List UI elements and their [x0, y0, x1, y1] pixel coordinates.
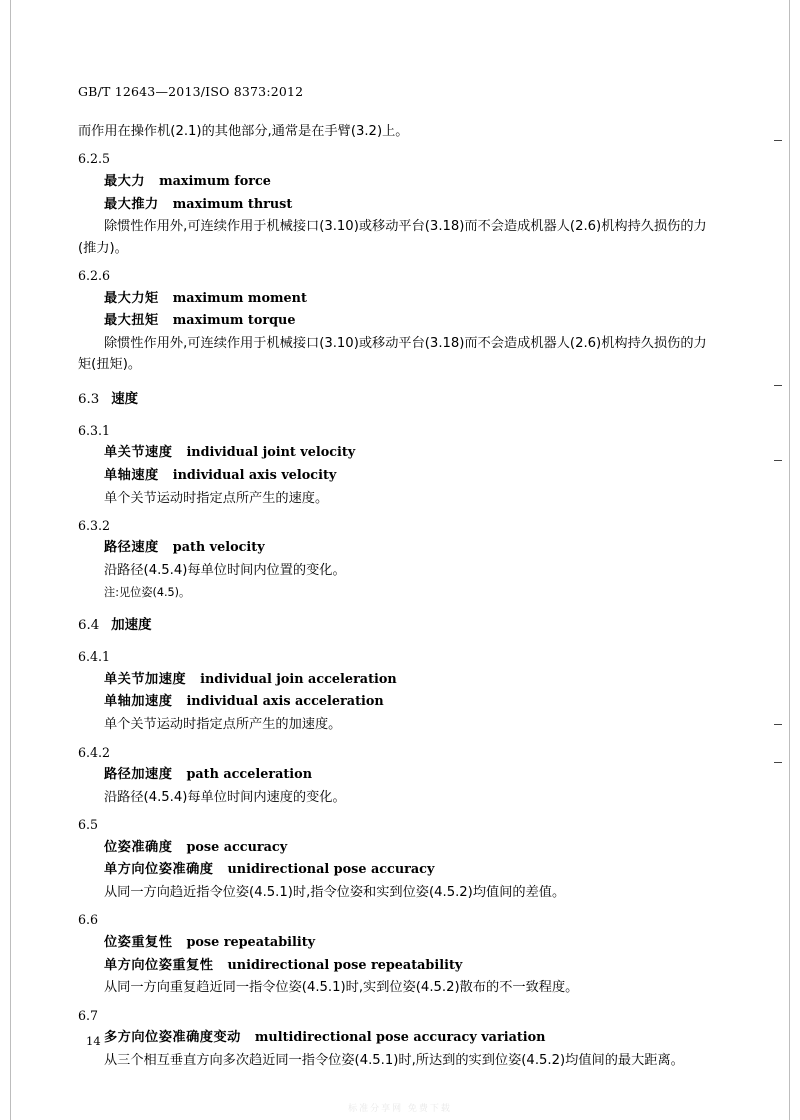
clause-number-6-4-2: 6.4.2 — [78, 744, 111, 760]
term-en: pose repeatability — [186, 934, 316, 950]
section-number: 6.3 — [78, 391, 100, 407]
term-zh: 路径加速度 — [104, 767, 173, 783]
term-entry — [78, 537, 718, 559]
crop-tick — [774, 385, 782, 386]
definition-text: 从同一方向趋近指令位姿(4.5.1)时,指令位姿和实到位姿(4.5.2)均值间的差值。 — [104, 885, 566, 901]
term-en-alt: maximum torque — [172, 313, 296, 329]
term-en-alt: maximum thrust — [172, 196, 293, 212]
document-header: GB/T 12643—2013/ISO 8373:2012 — [78, 84, 304, 99]
clause-number-6-2-6: 6.2.6 — [78, 268, 111, 284]
crop-tick — [774, 140, 782, 141]
page-edge-left — [10, 0, 11, 1120]
term-zh-alt: 最大推力 — [104, 196, 159, 212]
page-content — [78, 84, 718, 1072]
definition-text: 沿路径(4.5.4)每单位时间内位置的变化。 — [104, 563, 346, 579]
section-heading-speed — [78, 390, 718, 411]
clause-number-6-7: 6.7 — [78, 1007, 99, 1023]
section-title: 速度 — [111, 391, 139, 407]
section-heading-acceleration — [78, 616, 718, 637]
page-number: 14 — [86, 1034, 101, 1048]
clause-number-6-4-1: 6.4.1 — [78, 649, 111, 665]
term-zh-alt: 单轴速度 — [104, 467, 159, 483]
term-entry — [78, 171, 718, 193]
term-zh: 多方向位姿准确度变动 — [104, 1030, 241, 1046]
term-entry-alt — [78, 691, 718, 713]
term-zh-alt: 单方向位姿重复性 — [104, 957, 214, 973]
term-en-alt: individual axis acceleration — [186, 694, 384, 710]
crop-tick — [774, 460, 782, 461]
term-en: path acceleration — [186, 767, 313, 783]
term-entry — [78, 669, 718, 691]
term-entry — [78, 764, 718, 786]
definition-text: 除惯性作用外,可连续作用于机械接口(3.10)或移动平台(3.18)而不会造成机器人(2.6)机构持久损伤的力(推力)。 — [78, 219, 707, 256]
term-entry-alt — [78, 310, 718, 332]
term-entry-alt — [78, 194, 718, 216]
term-entry — [78, 288, 718, 310]
term-zh-alt: 最大扭矩 — [104, 313, 159, 329]
clause-number-6-6: 6.6 — [78, 912, 99, 928]
term-zh: 路径速度 — [104, 540, 159, 556]
term-en-alt: unidirectional pose repeatability — [227, 957, 463, 973]
definition-text: 沿路径(4.5.4)每单位时间内速度的变化。 — [104, 789, 346, 805]
term-en: maximum force — [159, 173, 271, 189]
clause-number-6-2-5: 6.2.5 — [78, 151, 111, 167]
term-en: individual joint velocity — [186, 445, 356, 461]
term-en: individual join acceleration — [200, 671, 397, 687]
term-en: pose accuracy — [186, 839, 288, 855]
term-zh: 单关节速度 — [104, 445, 173, 461]
term-en-alt: individual axis velocity — [172, 467, 337, 483]
definition-text: 单个关节运动时指定点所产生的加速度。 — [104, 717, 342, 733]
term-zh-alt: 单方向位姿准确度 — [104, 862, 214, 878]
term-en: maximum moment — [172, 290, 307, 306]
term-en: multidirectional pose accuracy variation — [254, 1030, 546, 1046]
definition-text: 单个关节运动时指定点所产生的速度。 — [104, 490, 329, 506]
term-zh-alt: 单轴加速度 — [104, 694, 173, 710]
definition-text: 除惯性作用外,可连续作用于机械接口(3.10)或移动平台(3.18)而不会造成机器人(2.6)机构持久损伤的力矩(扭矩)。 — [78, 336, 707, 373]
term-zh: 位姿准确度 — [104, 839, 173, 855]
clause-number-6-3-2: 6.3.2 — [78, 517, 111, 533]
term-entry — [78, 442, 718, 464]
term-en: path velocity — [172, 540, 265, 556]
term-entry-alt — [78, 859, 718, 881]
definition-text: 从三个相互垂直方向多次趋近同一指令位姿(4.5.1)时,所达到的实到位姿(4.5.2)均值间的最大距离。 — [104, 1053, 684, 1068]
crop-tick — [774, 724, 782, 725]
term-zh: 最大力 — [104, 173, 146, 189]
note-text: 注:见位姿(4.5)。 — [104, 586, 191, 600]
term-entry — [78, 837, 718, 859]
term-entry-alt — [78, 465, 718, 487]
section-number: 6.4 — [78, 618, 100, 634]
clause-number-6-5: 6.5 — [78, 817, 99, 833]
clause-number-6-3-1: 6.3.1 — [78, 422, 111, 438]
section-title: 加速度 — [111, 618, 152, 634]
footer-watermark: 标准分享网 免费下载 — [348, 1104, 452, 1114]
definition-text: 从同一方向重复趋近同一指令位姿(4.5.1)时,实到位姿(4.5.2)散布的不一致程度。 — [104, 980, 579, 996]
term-entry-alt — [78, 955, 718, 977]
term-entry — [78, 932, 718, 954]
term-en-alt: unidirectional pose accuracy — [227, 862, 435, 878]
page-edge-right — [789, 0, 790, 1120]
term-zh: 最大力矩 — [104, 290, 159, 306]
term-zh: 位姿重复性 — [104, 934, 173, 950]
term-entry — [78, 1027, 718, 1049]
crop-tick — [774, 762, 782, 763]
lead-paragraph: 而作用在操作机(2.1)的其他部分,通常是在手臂(3.2)上。 — [78, 124, 409, 139]
term-zh: 单关节加速度 — [104, 671, 187, 687]
